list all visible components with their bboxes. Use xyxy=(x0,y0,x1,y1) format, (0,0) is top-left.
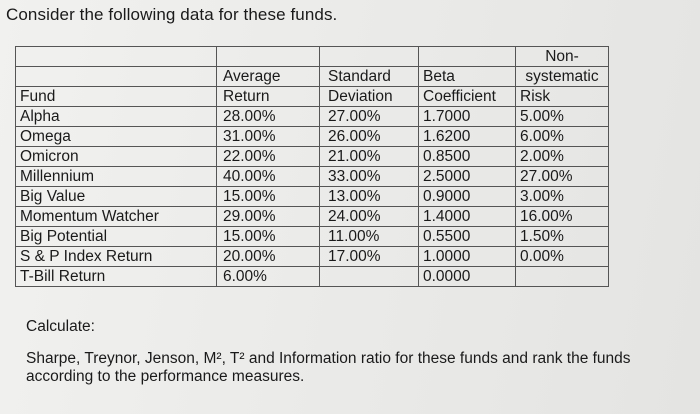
cell-std-dev: 17.00% xyxy=(320,247,419,267)
cell-beta: 0.0000 xyxy=(419,267,516,287)
cell-std-dev: 21.00% xyxy=(320,147,419,167)
table-header-row-3 xyxy=(16,87,609,107)
header-sd-blank xyxy=(320,47,419,67)
cell-std-dev: 24.00% xyxy=(320,207,419,227)
cell-avg-return: 15.00% xyxy=(217,187,320,207)
cell-beta: 1.7000 xyxy=(419,107,516,127)
cell-beta: 0.8500 xyxy=(419,147,516,167)
cell-avg-return: 31.00% xyxy=(217,127,320,147)
table-row xyxy=(16,267,609,287)
header-avg-return-line2: Return xyxy=(217,87,320,107)
header-avg-blank xyxy=(217,47,320,67)
cell-avg-return: 40.00% xyxy=(217,167,320,187)
cell-nonsys: 0.00% xyxy=(516,247,609,267)
cell-beta: 1.6200 xyxy=(419,127,516,147)
cell-std-dev xyxy=(320,267,419,287)
cell-fund: Big Potential xyxy=(16,227,217,247)
cell-avg-return: 20.00% xyxy=(217,247,320,267)
header-fund-blank-2 xyxy=(16,67,217,87)
cell-nonsys: 1.50% xyxy=(516,227,609,247)
table-row xyxy=(16,147,609,167)
table-row xyxy=(16,167,609,187)
cell-beta: 1.0000 xyxy=(419,247,516,267)
cell-fund: S & P Index Return xyxy=(16,247,217,267)
cell-std-dev: 27.00% xyxy=(320,107,419,127)
table-row xyxy=(16,107,609,127)
cell-avg-return: 6.00% xyxy=(217,267,320,287)
cell-beta: 1.4000 xyxy=(419,207,516,227)
header-nonsys-line1: Non- xyxy=(516,47,609,67)
cell-std-dev: 33.00% xyxy=(320,167,419,187)
table-header-row-1 xyxy=(16,47,609,67)
header-fund: Fund xyxy=(16,87,217,107)
cell-avg-return: 28.00% xyxy=(217,107,320,127)
cell-fund: Alpha xyxy=(16,107,217,127)
header-beta-line1: Beta xyxy=(419,67,516,87)
cell-std-dev: 11.00% xyxy=(320,227,419,247)
cell-beta: 0.5500 xyxy=(419,227,516,247)
header-beta-line2: Coefficient xyxy=(419,87,516,107)
cell-nonsys: 27.00% xyxy=(516,167,609,187)
table-row xyxy=(16,247,609,267)
header-beta-blank xyxy=(419,47,516,67)
table-row xyxy=(16,187,609,207)
task-instructions: Sharpe, Treynor, Jenson, M², T² and Information ratio for these funds and rank the funds according to the performance measures. xyxy=(26,350,631,385)
cell-beta: 2.5000 xyxy=(419,167,516,187)
table-row xyxy=(16,127,609,147)
cell-std-dev: 26.00% xyxy=(320,127,419,147)
cell-nonsys: 3.00% xyxy=(516,187,609,207)
cell-avg-return: 29.00% xyxy=(217,207,320,227)
header-std-dev-line1: Standard xyxy=(320,67,419,87)
cell-nonsys xyxy=(516,267,609,287)
header-nonsys-line3: Risk xyxy=(516,87,609,107)
header-std-dev-line2: Deviation xyxy=(320,87,419,107)
cell-nonsys: 5.00% xyxy=(516,107,609,127)
table-row xyxy=(16,227,609,247)
cell-nonsys: 16.00% xyxy=(516,207,609,227)
calculate-label: Calculate: xyxy=(26,318,95,335)
cell-nonsys: 2.00% xyxy=(516,147,609,167)
cell-nonsys: 6.00% xyxy=(516,127,609,147)
cell-fund: T-Bill Return xyxy=(16,267,217,287)
header-avg-return-line1: Average xyxy=(217,67,320,87)
cell-beta: 0.9000 xyxy=(419,187,516,207)
table-row xyxy=(16,207,609,227)
cell-fund: Big Value xyxy=(16,187,217,207)
cell-fund: Omicron xyxy=(16,147,217,167)
header-fund-blank xyxy=(16,47,217,67)
header-nonsys-line2: systematic xyxy=(516,67,609,87)
cell-avg-return: 15.00% xyxy=(217,227,320,247)
cell-std-dev: 13.00% xyxy=(320,187,419,207)
cell-fund: Momentum Watcher xyxy=(16,207,217,227)
funds-table xyxy=(15,46,609,287)
table-header-row-2 xyxy=(16,67,609,87)
page-heading: Consider the following data for these funds. xyxy=(6,5,338,24)
cell-fund: Millennium xyxy=(16,167,217,187)
cell-fund: Omega xyxy=(16,127,217,147)
cell-avg-return: 22.00% xyxy=(217,147,320,167)
